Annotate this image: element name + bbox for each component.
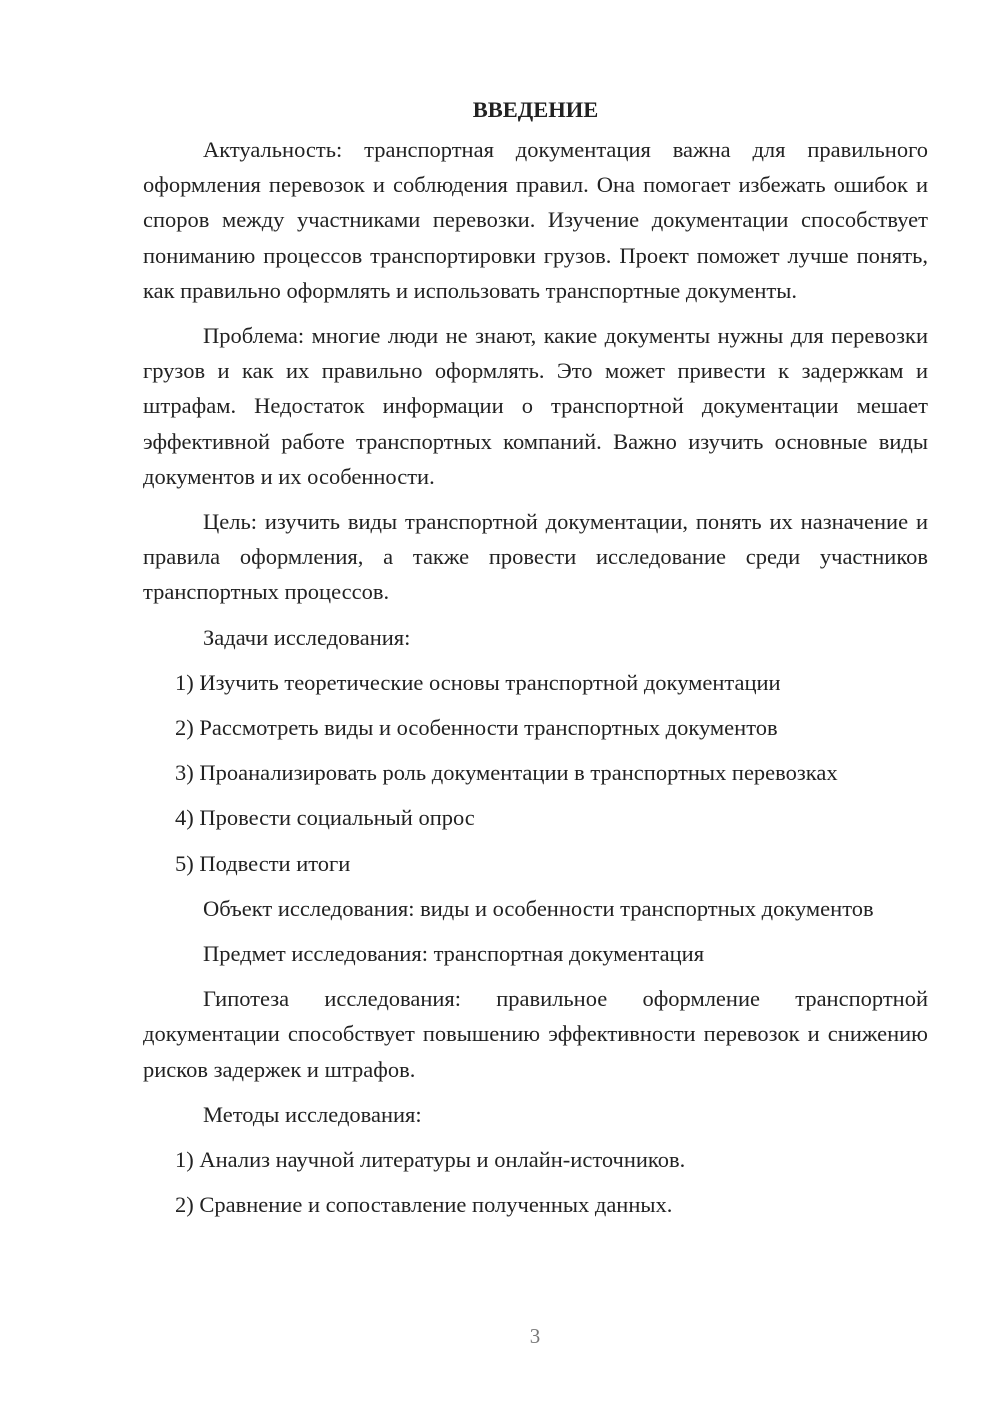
task-item: 5) Подвести итоги [175, 850, 351, 876]
methods-heading: Методы исследования: [203, 1101, 422, 1127]
goal-paragraph: Цель: изучить виды транспортной документации, понять их назначение и правила оформления, а также провести исследование среди участников транспортных процессов. [143, 509, 928, 605]
task-item: 4) Провести социальный опрос [175, 805, 475, 831]
relevance-paragraph: Актуальность: транспортная документация важна для правильного оформления перевозок и соблюдения правил. Она помогает избежать ошибок и споров между участниками перевозки. Изучение документации способствует пониманию процессов транспортировки грузов. Проект поможет лучше понять, как правильно оформлять и использовать транспортные документы. [143, 137, 928, 303]
method-item: 2) Сравнение и сопоставление полученных данных. [175, 1192, 673, 1218]
object-paragraph: Объект исследования: виды и особенности транспортных документов [203, 895, 874, 921]
task-item: 3) Проанализировать роль документации в транспортных перевозках [175, 760, 838, 786]
page-number: 3 [529, 1324, 541, 1348]
document-page [143, 92, 928, 1232]
task-item: 2) Рассмотреть виды и особенности транспортных документов [175, 715, 778, 741]
subject-paragraph: Предмет исследования: транспортная документация [203, 941, 705, 967]
hypothesis-paragraph: Гипотеза исследования: правильное оформление транспортной документации способствует повышению эффективности перевозок и снижению рисков задержек и штрафов. [143, 986, 928, 1082]
document-title: ВВЕДЕНИЕ [472, 97, 599, 122]
tasks-heading: Задачи исследования: [203, 624, 411, 650]
method-item: 1) Анализ научной литературы и онлайн-источников. [175, 1147, 686, 1173]
problem-paragraph: Проблема: многие люди не знают, какие документы нужны для перевозки грузов и как их правильно оформлять. Это может привести к задержкам и штрафам. Недостаток информации о транспортной документации мешает эффективной работе транспортных компаний. Важно изучить основные виды документов и их особенности. [143, 323, 928, 489]
task-item: 1) Изучить теоретические основы транспортной документации [175, 669, 781, 695]
